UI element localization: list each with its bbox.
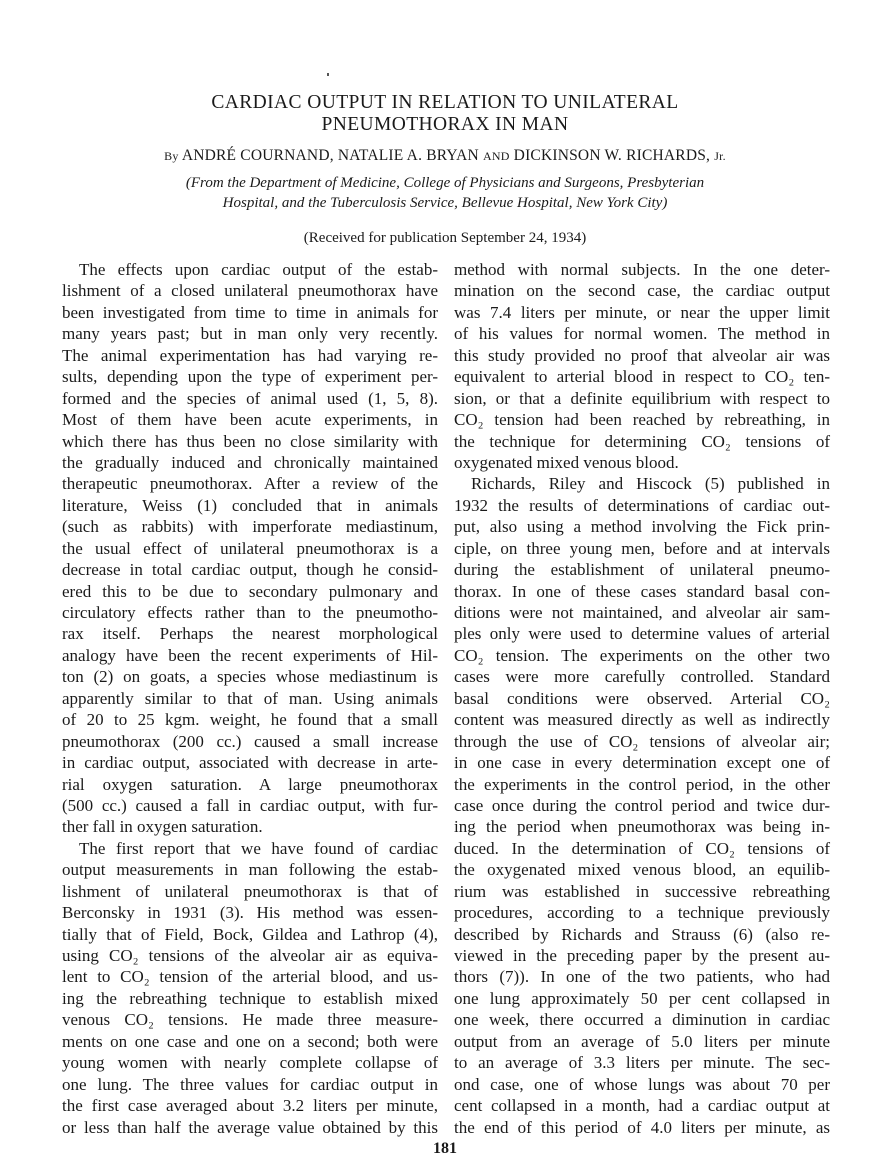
text-line: described by Richards and Strauss (6) (also re- <box>454 924 830 944</box>
right-column <box>454 259 830 1138</box>
text-line: been investigated from time to time in animals for <box>62 302 438 322</box>
text-line: ing the period when pneumothorax was being in- <box>454 817 830 837</box>
text-line: thors (7)). In one of the two patients, who had <box>454 967 830 987</box>
text-line: of 20 to 25 kgm. weight, he found that a small <box>62 710 438 730</box>
paragraph <box>62 838 438 1138</box>
text-line: pneumothorax (200 cc.) caused a small increase <box>62 731 438 751</box>
text-line: cases were more carefully controlled. Standard <box>454 667 830 687</box>
text-line: to an average of 3.3 liters per minute. The sec- <box>454 1053 830 1073</box>
text-line: the usual effect of unilateral pneumothorax is a <box>62 538 438 558</box>
text-line: The first report that we have found of cardiac <box>79 838 438 858</box>
text-line: was 7.4 liters per minute, or near the upper limit <box>454 302 830 322</box>
text-line: oxygenated mixed venous blood. <box>454 452 679 472</box>
text-line: through the use of CO₂ tensions of alveolar air; <box>454 731 830 751</box>
authors-1: ANDRÉ COURNAND, NATALIE A. BRYAN <box>181 147 479 164</box>
left-column <box>62 259 438 1138</box>
text-line: thorax. In one of these cases standard basal con- <box>454 581 830 601</box>
received-date: (Received for publication September 24, 1934) <box>303 230 587 246</box>
text-line: rium was established in successive rebreathing <box>454 881 830 901</box>
text-line: viewed in the preceding paper by the present au- <box>454 946 830 965</box>
text-line: therapeutic pneumothorax. After a review of the <box>62 474 438 494</box>
text-line: the technique for determining CO₂ tensions of <box>454 431 830 451</box>
text-line: lishment of unilateral pneumothorax is that of <box>62 881 438 901</box>
affiliation-line-1: (From the Department of Medicine, College of Physicians and Surgeons, Presbyterian <box>185 175 705 191</box>
text-line: output measurements in man following the estab- <box>62 860 438 880</box>
text-line: method with normal subjects. In the one deter- <box>454 260 830 279</box>
text-line: Berconsky in 1931 (3). His method was essen- <box>62 903 438 923</box>
text-line: mination on the second case, the cardiac output <box>454 281 830 301</box>
text-line: basal conditions were observed. Arterial CO₂ <box>454 688 830 708</box>
affiliation-line-2: Hospital, and the Tuberculosis Service, Bellevue Hospital, New York City) <box>222 195 668 211</box>
text-line: procedures, according to a technique previously <box>454 903 830 923</box>
text-line: during the establishment of unilateral pneumo- <box>454 560 830 580</box>
text-line: circulatory effects rather than to the pneumotho- <box>62 603 438 622</box>
text-line: Most of them have been acute experiments, in <box>62 410 438 430</box>
text-line: output from an average of 5.0 liters per minute <box>454 1031 830 1051</box>
text-line: using CO₂ tensions of the alveolar air as equiva- <box>62 946 438 965</box>
text-line: ples only were used to determine values of arterial <box>454 624 830 644</box>
text-line: in one case in every determination except one of <box>454 753 830 773</box>
text-line: in cardiac output, associated with decrease in arte- <box>62 753 438 773</box>
text-line: sion, or that a definite equilibrium with respect to <box>454 388 830 408</box>
text-line: decrease in total cardiac output, though he consid- <box>62 560 438 580</box>
text-line: formed and the species of animal used (1, 5, 8). <box>62 388 438 408</box>
jr-label: Jr. <box>714 149 726 163</box>
text-line: CO₂ tension had been reached by rebreathing, in <box>454 410 830 430</box>
text-line: case once during the control period and twice dur- <box>454 795 830 815</box>
text-line: of his values for normal women. The method in <box>454 324 830 344</box>
text-line: ciple, on three young men, before and at intervals <box>454 538 830 558</box>
text-line: one lung approximately 50 per cent collapsed in <box>454 988 830 1008</box>
text-line: the end of this period of 4.0 liters per minute, as <box>454 1117 830 1137</box>
text-line: (500 cc.) caused a fall in cardiac output, with fur- <box>62 795 438 815</box>
article-title-line-1: CARDIAC OUTPUT IN RELATION TO UNILATERAL <box>211 92 679 113</box>
text-line: ton (2) on goats, a species whose mediastinum is <box>62 667 438 687</box>
stray-mark <box>327 73 329 76</box>
author-line <box>0 147 890 165</box>
text-line: content was measured directly as well as indirectly <box>454 710 830 730</box>
text-line: 1932 the results of determinations of cardiac out- <box>454 495 830 515</box>
text-line: venous CO₂ tensions. He made three measure- <box>62 1010 438 1030</box>
text-line: lent to CO₂ tension of the arterial blood, and us- <box>62 967 438 987</box>
text-line: CO₂ tension. The experiments on the other two <box>454 645 830 665</box>
text-line: many years past; but in man only very recently. <box>62 324 438 344</box>
text-line: ments on one case and one on a second; both were <box>62 1031 438 1051</box>
text-line: duced. In the determination of CO₂ tensions of <box>454 838 830 858</box>
page-number: 181 <box>433 1140 457 1157</box>
text-line: or less than half the average value obtained by this <box>62 1117 438 1137</box>
text-line: ing the rebreathing technique to establish mixed <box>62 988 438 1008</box>
text-line: rial oxygen saturation. A large pneumothorax <box>62 774 438 794</box>
text-line: ditions were not maintained, and alveolar air sam- <box>454 603 830 622</box>
text-line: ond case, one of whose lungs was about 70 per <box>454 1074 830 1094</box>
text-line: The effects upon cardiac output of the estab- <box>79 260 438 279</box>
paragraph <box>454 473 830 1138</box>
text-line: apparently similar to that of man. Using animals <box>62 688 438 708</box>
text-line: one week, there occurred a diminution in cardiac <box>454 1010 830 1030</box>
paragraph <box>454 259 830 473</box>
text-line: sults, depending upon the type of experiment per- <box>62 367 438 387</box>
text-line: Richards, Riley and Hiscock (5) published in <box>471 474 830 494</box>
text-line: which there has thus been no close similarity with <box>62 431 438 451</box>
article-title-line-2: PNEUMOTHORAX IN MAN <box>321 114 569 135</box>
text-line: the first case averaged about 3.2 liters per minute, <box>62 1096 438 1116</box>
text-line: the oxygenated mixed venous blood, an equilib- <box>454 860 830 880</box>
text-line: ther fall in oxygen saturation. <box>62 817 263 837</box>
and-label: AND <box>482 149 510 163</box>
text-line: equivalent to arterial blood in respect to CO₂ ten- <box>454 367 830 387</box>
text-line: rax itself. Perhaps the nearest morphological <box>62 624 438 644</box>
authors-2: DICKINSON W. RICHARDS, <box>513 147 711 164</box>
text-line: lishment of a closed unilateral pneumothorax have <box>62 281 438 301</box>
text-line: analogy have been the recent experiments of Hil- <box>62 645 438 665</box>
text-line: young women with nearly complete collapse of <box>62 1053 438 1073</box>
text-line: put, also using a method involving the Fick prin- <box>454 517 830 537</box>
text-line: tially that of Field, Bock, Gildea and Lathrop (4), <box>62 924 438 944</box>
text-line: (such as rabbits) with imperforate mediastinum, <box>62 517 438 537</box>
text-line: one lung. The three values for cardiac output in <box>62 1074 438 1094</box>
text-line: cent collapsed in a month, had a cardiac output at <box>454 1096 830 1116</box>
text-line: ered this to be due to secondary pulmonary and <box>62 581 438 601</box>
text-line: this study provided no proof that alveolar air was <box>454 345 830 365</box>
by-label: By <box>164 149 179 163</box>
text-line: the experiments in the control period, in the other <box>454 774 830 794</box>
text-line: literature, Weiss (1) concluded that in animals <box>62 495 438 515</box>
text-line: The animal experimentation has had varying re- <box>62 345 438 365</box>
paragraph <box>62 259 438 838</box>
text-line: the gradually induced and chronically maintained <box>62 452 438 472</box>
